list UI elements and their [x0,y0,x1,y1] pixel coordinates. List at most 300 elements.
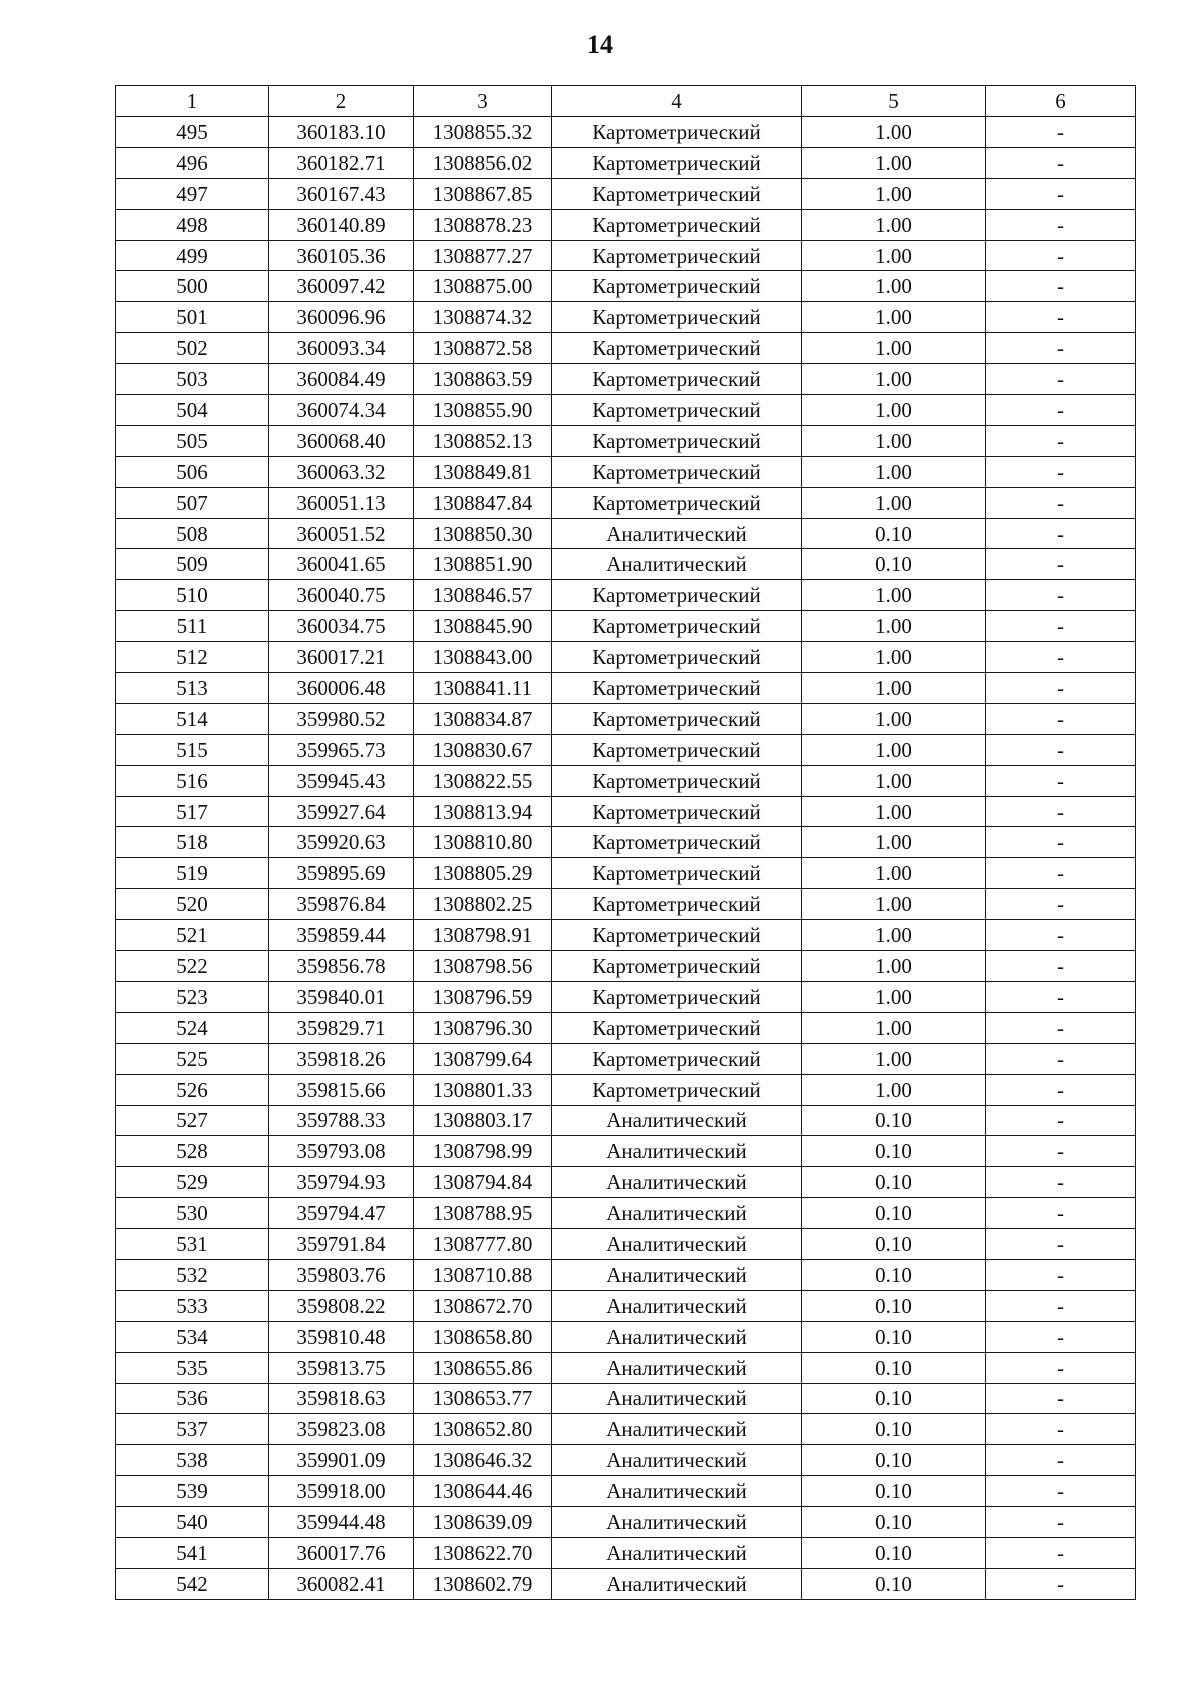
table-row [116,611,1136,642]
accuracy-cell: 1.00 [802,147,986,178]
method-cell: Аналитический [552,1383,802,1414]
point-number-cell: 540 [116,1507,269,1538]
point-number-cell: 505 [116,425,269,456]
note-cell: - [986,209,1136,240]
table-row [116,518,1136,549]
note-cell: - [986,1414,1136,1445]
coordinate-x-cell: 359945.43 [269,765,414,796]
point-number-cell: 526 [116,1074,269,1105]
accuracy-cell: 1.00 [802,1043,986,1074]
coordinates-table [115,85,1136,1600]
table-row [116,673,1136,704]
method-cell: Аналитический [552,1198,802,1229]
coordinate-x-cell: 359918.00 [269,1476,414,1507]
coordinate-y-cell: 1308852.13 [414,425,552,456]
table-row [116,1229,1136,1260]
point-number-cell: 512 [116,642,269,673]
coordinate-x-cell: 360183.10 [269,117,414,148]
coordinate-y-cell: 1308796.59 [414,981,552,1012]
point-number-cell: 496 [116,147,269,178]
accuracy-cell: 0.10 [802,1105,986,1136]
method-cell: Аналитический [552,1290,802,1321]
point-number-cell: 527 [116,1105,269,1136]
coordinate-y-cell: 1308798.56 [414,951,552,982]
method-cell: Картометрический [552,673,802,704]
note-cell: - [986,1321,1136,1352]
table-row [116,178,1136,209]
point-number-cell: 497 [116,178,269,209]
coordinate-y-cell: 1308845.90 [414,611,552,642]
coordinate-x-cell: 359788.33 [269,1105,414,1136]
method-cell: Картометрический [552,425,802,456]
coordinate-y-cell: 1308851.90 [414,549,552,580]
method-cell: Картометрический [552,765,802,796]
table-row [116,858,1136,889]
point-number-cell: 523 [116,981,269,1012]
coordinate-x-cell: 360074.34 [269,395,414,426]
method-cell: Картометрический [552,734,802,765]
method-cell: Картометрический [552,981,802,1012]
method-cell: Аналитический [552,1136,802,1167]
accuracy-cell: 1.00 [802,734,986,765]
table-row [116,1383,1136,1414]
coordinate-y-cell: 1308849.81 [414,456,552,487]
point-number-cell: 534 [116,1321,269,1352]
point-number-cell: 525 [116,1043,269,1074]
method-cell: Картометрический [552,703,802,734]
coordinate-x-cell: 360017.76 [269,1537,414,1568]
note-cell: - [986,673,1136,704]
note-cell: - [986,178,1136,209]
coordinate-x-cell: 360140.89 [269,209,414,240]
accuracy-cell: 1.00 [802,796,986,827]
method-cell: Аналитический [552,1537,802,1568]
method-cell: Картометрический [552,147,802,178]
accuracy-cell: 1.00 [802,1074,986,1105]
note-cell: - [986,147,1136,178]
method-cell: Картометрический [552,240,802,271]
accuracy-cell: 0.10 [802,1198,986,1229]
point-number-cell: 506 [116,456,269,487]
coordinate-x-cell: 359895.69 [269,858,414,889]
point-number-cell: 528 [116,1136,269,1167]
method-cell: Картометрический [552,1074,802,1105]
method-cell: Аналитический [552,1259,802,1290]
coordinate-y-cell: 1308655.86 [414,1352,552,1383]
point-number-cell: 501 [116,302,269,333]
header-cell-2: 2 [269,86,414,117]
table-row [116,364,1136,395]
coordinate-y-cell: 1308856.02 [414,147,552,178]
accuracy-cell: 0.10 [802,1383,986,1414]
note-cell: - [986,734,1136,765]
coordinate-y-cell: 1308658.80 [414,1321,552,1352]
accuracy-cell: 1.00 [802,580,986,611]
coordinate-y-cell: 1308798.99 [414,1136,552,1167]
table-row [116,1167,1136,1198]
point-number-cell: 537 [116,1414,269,1445]
method-cell: Картометрический [552,1043,802,1074]
coordinate-y-cell: 1308810.80 [414,827,552,858]
point-number-cell: 520 [116,889,269,920]
table-row [116,1537,1136,1568]
coordinate-x-cell: 360017.21 [269,642,414,673]
method-cell: Картометрический [552,302,802,333]
accuracy-cell: 1.00 [802,920,986,951]
coordinate-x-cell: 359791.84 [269,1229,414,1260]
method-cell: Аналитический [552,1476,802,1507]
note-cell: - [986,1043,1136,1074]
point-number-cell: 524 [116,1012,269,1043]
point-number-cell: 500 [116,271,269,302]
point-number-cell: 508 [116,518,269,549]
note-cell: - [986,302,1136,333]
coordinate-x-cell: 359829.71 [269,1012,414,1043]
coordinate-y-cell: 1308813.94 [414,796,552,827]
table-row [116,302,1136,333]
note-cell: - [986,1537,1136,1568]
coordinate-y-cell: 1308847.84 [414,487,552,518]
table-row [116,1105,1136,1136]
note-cell: - [986,240,1136,271]
coordinate-y-cell: 1308799.64 [414,1043,552,1074]
table-row [116,1290,1136,1321]
table-row [116,580,1136,611]
coordinate-x-cell: 359794.93 [269,1167,414,1198]
coordinate-x-cell: 359840.01 [269,981,414,1012]
point-number-cell: 536 [116,1383,269,1414]
note-cell: - [986,827,1136,858]
point-number-cell: 503 [116,364,269,395]
accuracy-cell: 1.00 [802,951,986,982]
accuracy-cell: 0.10 [802,1229,986,1260]
note-cell: - [986,1105,1136,1136]
header-cell-5: 5 [802,86,986,117]
point-number-cell: 542 [116,1568,269,1599]
coordinate-x-cell: 359823.08 [269,1414,414,1445]
coordinate-x-cell: 359980.52 [269,703,414,734]
coordinate-y-cell: 1308788.95 [414,1198,552,1229]
coordinate-x-cell: 359965.73 [269,734,414,765]
coordinate-x-cell: 360063.32 [269,456,414,487]
accuracy-cell: 1.00 [802,827,986,858]
point-number-cell: 514 [116,703,269,734]
coordinate-y-cell: 1308834.87 [414,703,552,734]
note-cell: - [986,642,1136,673]
accuracy-cell: 1.00 [802,209,986,240]
accuracy-cell: 1.00 [802,487,986,518]
accuracy-cell: 1.00 [802,1012,986,1043]
note-cell: - [986,951,1136,982]
coordinate-x-cell: 359818.26 [269,1043,414,1074]
coordinate-x-cell: 360034.75 [269,611,414,642]
coordinate-x-cell: 360097.42 [269,271,414,302]
coordinate-x-cell: 360051.13 [269,487,414,518]
note-cell: - [986,1445,1136,1476]
method-cell: Аналитический [552,1229,802,1260]
accuracy-cell: 0.10 [802,1445,986,1476]
note-cell: - [986,425,1136,456]
accuracy-cell: 1.00 [802,302,986,333]
note-cell: - [986,271,1136,302]
table-row [116,920,1136,951]
table-row [116,642,1136,673]
coordinate-x-cell: 359810.48 [269,1321,414,1352]
coordinate-x-cell: 359818.63 [269,1383,414,1414]
table-row [116,1507,1136,1538]
coordinate-x-cell: 360051.52 [269,518,414,549]
coordinate-y-cell: 1308843.00 [414,642,552,673]
accuracy-cell: 1.00 [802,178,986,209]
coordinate-x-cell: 360006.48 [269,673,414,704]
note-cell: - [986,1229,1136,1260]
coordinate-y-cell: 1308802.25 [414,889,552,920]
coordinate-x-cell: 359944.48 [269,1507,414,1538]
note-cell: - [986,117,1136,148]
coordinate-x-cell: 359920.63 [269,827,414,858]
note-cell: - [986,1352,1136,1383]
accuracy-cell: 0.10 [802,1167,986,1198]
accuracy-cell: 1.00 [802,117,986,148]
coordinate-y-cell: 1308644.46 [414,1476,552,1507]
table-row [116,765,1136,796]
accuracy-cell: 0.10 [802,1414,986,1445]
method-cell: Аналитический [552,1352,802,1383]
table-row [116,1321,1136,1352]
coordinate-y-cell: 1308639.09 [414,1507,552,1538]
coordinate-y-cell: 1308652.80 [414,1414,552,1445]
table-row [116,951,1136,982]
coordinate-x-cell: 359856.78 [269,951,414,982]
note-cell: - [986,765,1136,796]
coordinate-x-cell: 360084.49 [269,364,414,395]
coordinate-y-cell: 1308777.80 [414,1229,552,1260]
accuracy-cell: 1.00 [802,271,986,302]
coordinate-y-cell: 1308867.85 [414,178,552,209]
coordinate-x-cell: 359927.64 [269,796,414,827]
method-cell: Картометрический [552,827,802,858]
note-cell: - [986,1136,1136,1167]
note-cell: - [986,580,1136,611]
note-cell: - [986,518,1136,549]
accuracy-cell: 0.10 [802,1537,986,1568]
table-row [116,271,1136,302]
table-row [116,1198,1136,1229]
coordinate-y-cell: 1308830.67 [414,734,552,765]
table-row [116,1352,1136,1383]
point-number-cell: 518 [116,827,269,858]
point-number-cell: 507 [116,487,269,518]
point-number-cell: 513 [116,673,269,704]
coordinate-x-cell: 359876.84 [269,889,414,920]
accuracy-cell: 0.10 [802,1259,986,1290]
note-cell: - [986,1198,1136,1229]
method-cell: Аналитический [552,1167,802,1198]
table-row [116,889,1136,920]
header-cell-1: 1 [116,86,269,117]
coordinate-y-cell: 1308841.11 [414,673,552,704]
table-row [116,1445,1136,1476]
table-row [116,1043,1136,1074]
method-cell: Картометрический [552,209,802,240]
method-cell: Картометрический [552,920,802,951]
accuracy-cell: 1.00 [802,456,986,487]
accuracy-cell: 1.00 [802,765,986,796]
accuracy-cell: 1.00 [802,425,986,456]
method-cell: Картометрический [552,611,802,642]
method-cell: Картометрический [552,333,802,364]
note-cell: - [986,395,1136,426]
accuracy-cell: 0.10 [802,1507,986,1538]
point-number-cell: 521 [116,920,269,951]
coordinate-x-cell: 360040.75 [269,580,414,611]
coordinate-y-cell: 1308875.00 [414,271,552,302]
table-header [116,86,1136,117]
coordinate-y-cell: 1308622.70 [414,1537,552,1568]
table-row [116,1568,1136,1599]
coordinate-y-cell: 1308863.59 [414,364,552,395]
method-cell: Картометрический [552,456,802,487]
accuracy-cell: 1.00 [802,395,986,426]
point-number-cell: 530 [116,1198,269,1229]
header-row [116,86,1136,117]
note-cell: - [986,796,1136,827]
note-cell: - [986,1167,1136,1198]
note-cell: - [986,1383,1136,1414]
accuracy-cell: 0.10 [802,1568,986,1599]
coordinate-x-cell: 360105.36 [269,240,414,271]
accuracy-cell: 1.00 [802,240,986,271]
coordinate-y-cell: 1308646.32 [414,1445,552,1476]
point-number-cell: 498 [116,209,269,240]
coordinate-x-cell: 359794.47 [269,1198,414,1229]
header-cell-6: 6 [986,86,1136,117]
note-cell: - [986,364,1136,395]
table-body [116,117,1136,1600]
coordinate-y-cell: 1308872.58 [414,333,552,364]
table-row [116,117,1136,148]
table-row [116,734,1136,765]
note-cell: - [986,456,1136,487]
table-row [116,703,1136,734]
coordinate-y-cell: 1308855.32 [414,117,552,148]
method-cell: Картометрический [552,117,802,148]
coordinate-y-cell: 1308672.70 [414,1290,552,1321]
point-number-cell: 531 [116,1229,269,1260]
coordinate-y-cell: 1308822.55 [414,765,552,796]
note-cell: - [986,1012,1136,1043]
accuracy-cell: 1.00 [802,981,986,1012]
coordinate-x-cell: 360096.96 [269,302,414,333]
table-row [116,827,1136,858]
coordinate-y-cell: 1308796.30 [414,1012,552,1043]
coordinate-x-cell: 360082.41 [269,1568,414,1599]
note-cell: - [986,549,1136,580]
accuracy-cell: 1.00 [802,858,986,889]
accuracy-cell: 1.00 [802,703,986,734]
method-cell: Аналитический [552,1321,802,1352]
note-cell: - [986,333,1136,364]
method-cell: Картометрический [552,487,802,518]
method-cell: Картометрический [552,951,802,982]
coordinate-x-cell: 359815.66 [269,1074,414,1105]
coordinate-x-cell: 360041.65 [269,549,414,580]
point-number-cell: 502 [116,333,269,364]
accuracy-cell: 0.10 [802,549,986,580]
note-cell: - [986,1568,1136,1599]
table-row [116,1476,1136,1507]
coordinate-y-cell: 1308710.88 [414,1259,552,1290]
coordinate-x-cell: 360167.43 [269,178,414,209]
table-row [116,147,1136,178]
coordinate-y-cell: 1308877.27 [414,240,552,271]
coordinate-y-cell: 1308874.32 [414,302,552,333]
note-cell: - [986,1290,1136,1321]
method-cell: Аналитический [552,1445,802,1476]
note-cell: - [986,1507,1136,1538]
note-cell: - [986,1074,1136,1105]
method-cell: Картометрический [552,858,802,889]
note-cell: - [986,981,1136,1012]
method-cell: Аналитический [552,518,802,549]
point-number-cell: 529 [116,1167,269,1198]
method-cell: Аналитический [552,1105,802,1136]
accuracy-cell: 0.10 [802,1136,986,1167]
table-row [116,1074,1136,1105]
point-number-cell: 538 [116,1445,269,1476]
table-row [116,1136,1136,1167]
note-cell: - [986,1476,1136,1507]
coordinate-y-cell: 1308653.77 [414,1383,552,1414]
note-cell: - [986,1259,1136,1290]
table-row [116,425,1136,456]
point-number-cell: 533 [116,1290,269,1321]
accuracy-cell: 1.00 [802,333,986,364]
point-number-cell: 510 [116,580,269,611]
point-number-cell: 517 [116,796,269,827]
point-number-cell: 532 [116,1259,269,1290]
method-cell: Картометрический [552,178,802,209]
coordinate-x-cell: 359808.22 [269,1290,414,1321]
method-cell: Аналитический [552,1414,802,1445]
coordinate-x-cell: 359803.76 [269,1259,414,1290]
accuracy-cell: 0.10 [802,1321,986,1352]
point-number-cell: 515 [116,734,269,765]
method-cell: Картометрический [552,364,802,395]
method-cell: Картометрический [552,796,802,827]
coordinate-x-cell: 359859.44 [269,920,414,951]
coordinate-x-cell: 360068.40 [269,425,414,456]
table-row [116,981,1136,1012]
table-row [116,1259,1136,1290]
note-cell: - [986,889,1136,920]
coordinate-x-cell: 359901.09 [269,1445,414,1476]
accuracy-cell: 1.00 [802,364,986,395]
table-row [116,333,1136,364]
accuracy-cell: 1.00 [802,673,986,704]
point-number-cell: 504 [116,395,269,426]
table-row [116,395,1136,426]
coordinate-y-cell: 1308602.79 [414,1568,552,1599]
point-number-cell: 535 [116,1352,269,1383]
method-cell: Картометрический [552,580,802,611]
method-cell: Картометрический [552,889,802,920]
page-number: 14 [587,30,613,59]
note-cell: - [986,611,1136,642]
point-number-cell: 539 [116,1476,269,1507]
header-cell-3: 3 [414,86,552,117]
note-cell: - [986,858,1136,889]
